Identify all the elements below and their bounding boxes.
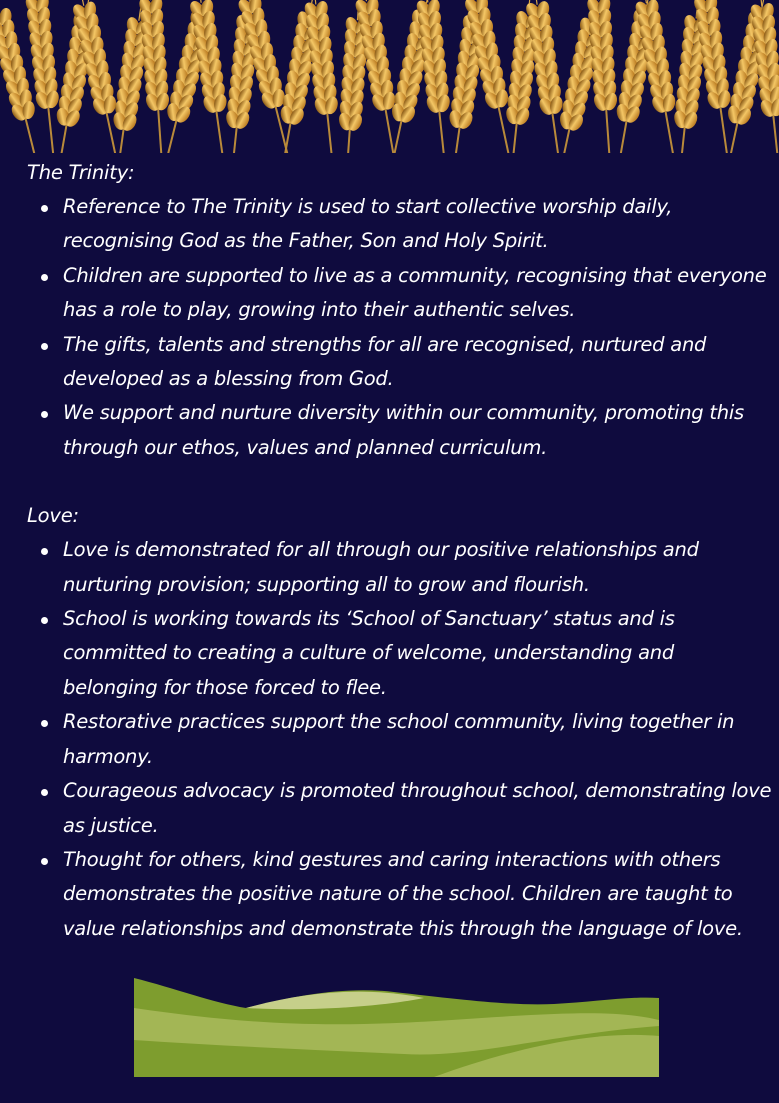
section-spacer — [0, 465, 779, 499]
section-title-trinity: The Trinity: — [27, 161, 135, 184]
list-item: Reference to The Trinity is used to start collective worship daily, recognising God as the Father, Son and Holy Spirit. — [63, 190, 779, 259]
trinity-list — [0, 190, 779, 465]
list-item: Children are supported to live as a community, recognising that everyone has a role to play, growing into their authentic selves. — [63, 259, 779, 328]
wheat-icon — [0, 0, 779, 153]
list-item: Restorative practices support the school community, living together in harmony. — [63, 705, 779, 774]
list-item: School is working towards its ‘School of Sanctuary’ status and is committed to creating a culture of welcome, understanding and belonging for those forced to flee. — [63, 602, 779, 705]
wheat-banner — [0, 0, 779, 153]
list-item: Love is demonstrated for all through our positive relationships and nurturing provision; supporting all to grow and flourish. — [63, 533, 779, 602]
section-title-love: Love: — [27, 504, 79, 528]
green-hills-icon — [134, 978, 659, 1077]
list-item: Thought for others, kind gestures and caring interactions with others demonstrates the positive nature of the school. Children are taught to value relationships and demonstrate this through the language of love. — [63, 843, 779, 946]
list-item: The gifts, talents and strengths for all are recognised, nurtured and developed as a blessing from God. — [63, 328, 779, 397]
love-list — [0, 533, 779, 946]
content — [0, 156, 779, 946]
list-item: Courageous advocacy is promoted throughout school, demonstrating love as justice. — [63, 774, 779, 843]
list-item: We support and nurture diversity within our community, promoting this through our ethos, values and planned curriculum. — [63, 396, 779, 465]
